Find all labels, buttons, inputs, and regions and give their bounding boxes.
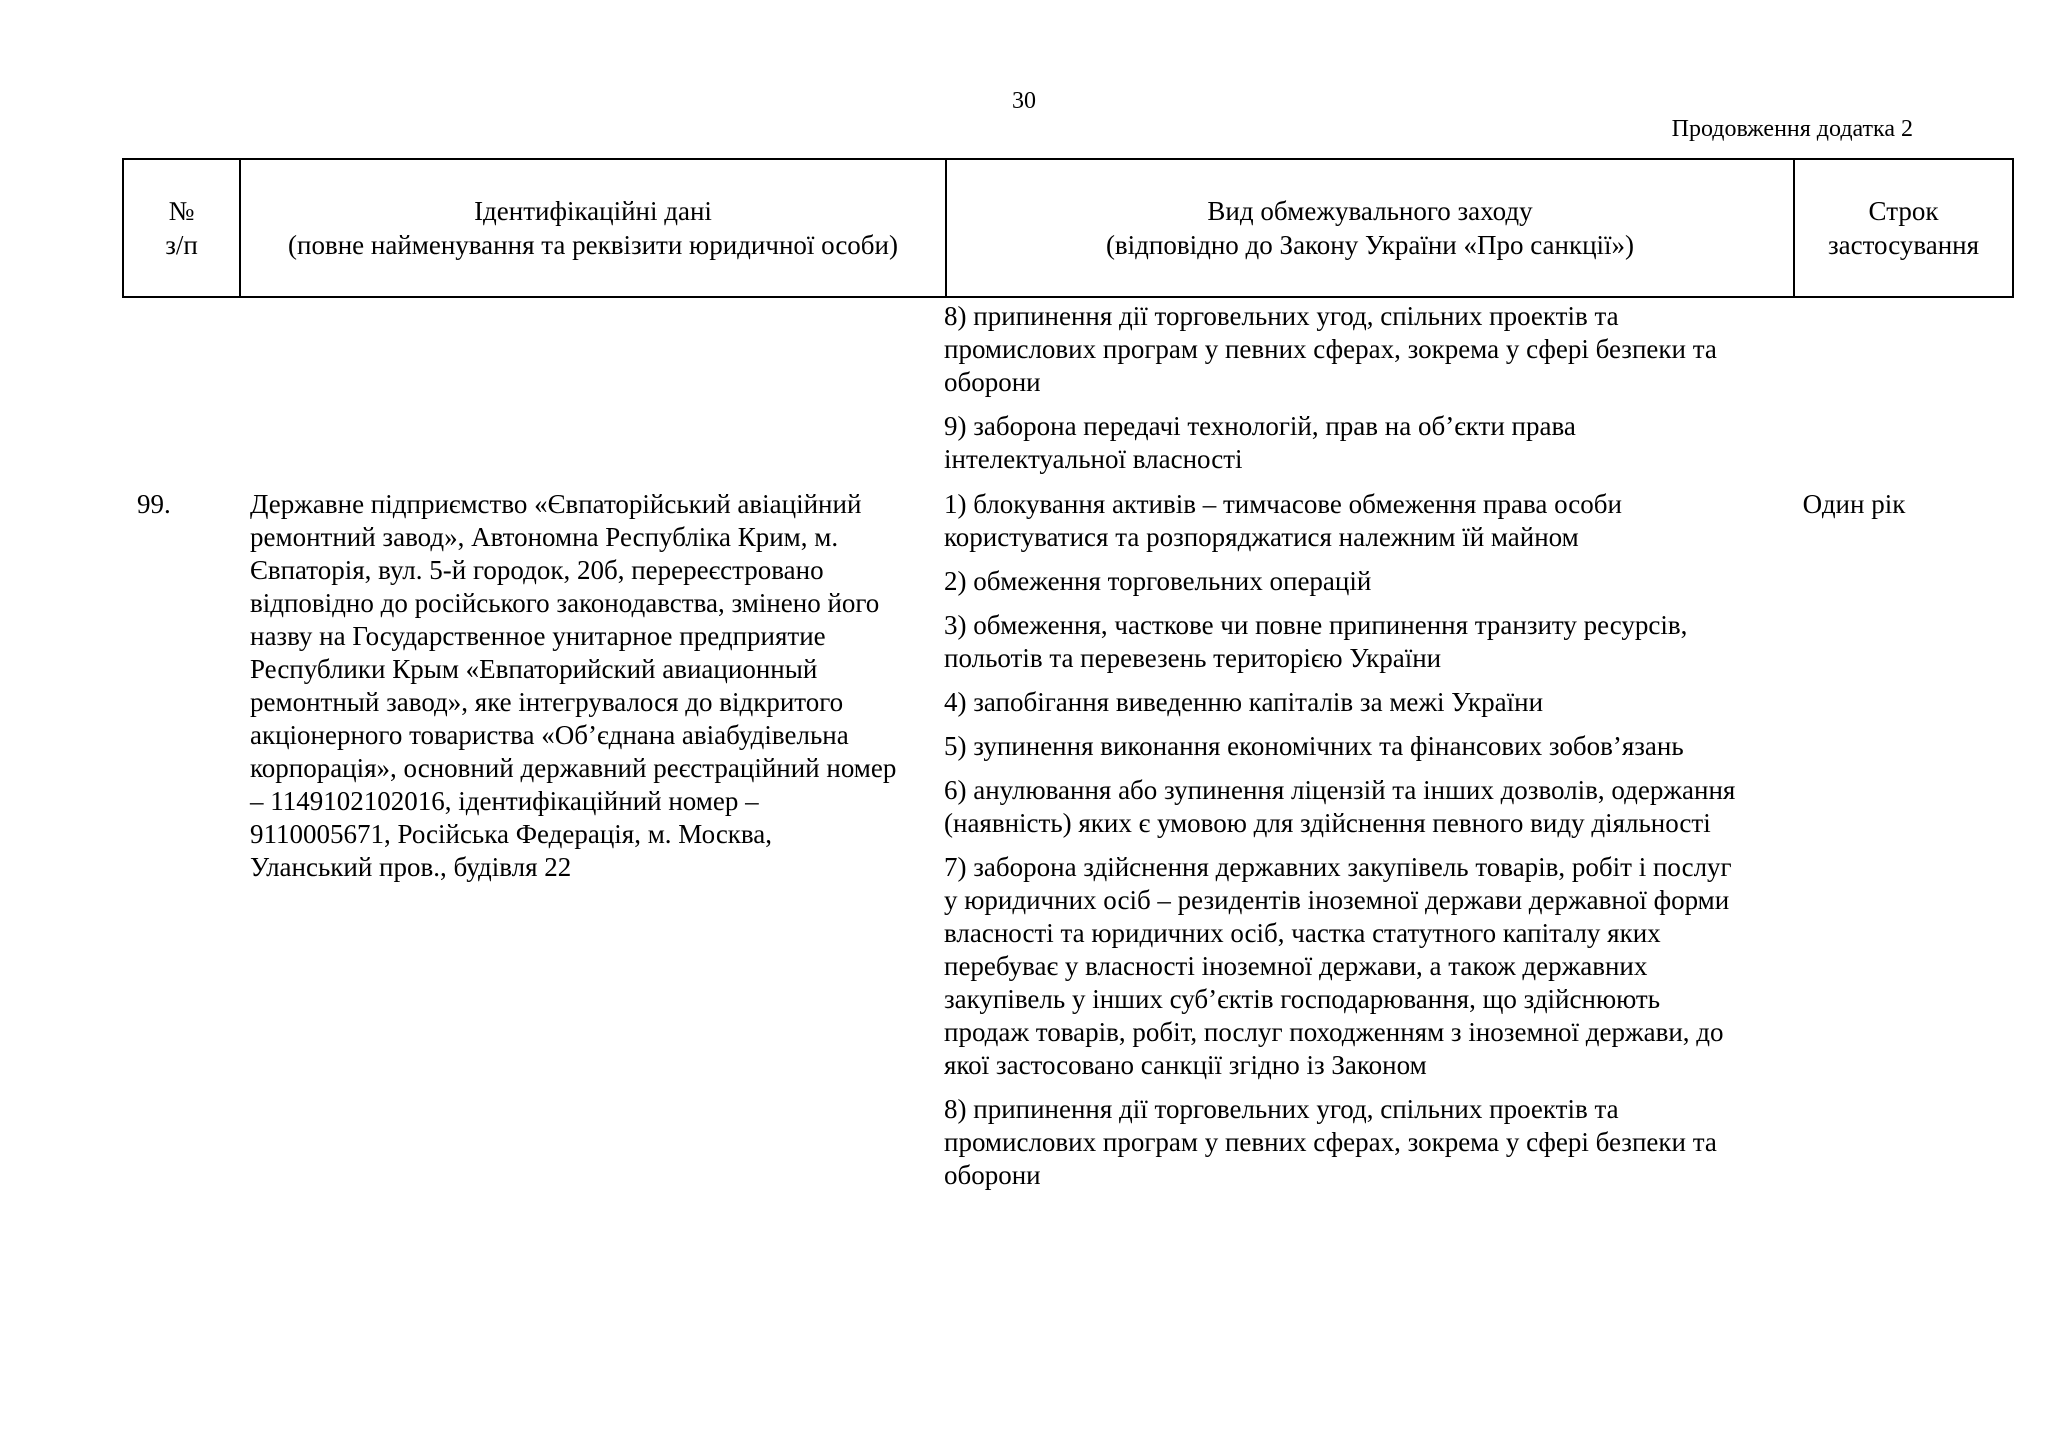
header-col-measure-line1: Вид обмежувального заходу [1207, 196, 1533, 226]
continuation-label: Продовження додатка 2 [1671, 116, 1913, 142]
header-col-measure-line2: (відповідно до Закону України «Про санкції») [1105, 230, 1635, 260]
measure-item: 1) блокування активів – тимчасове обмеження права особи користуватися та розпоряджатися належним їй майном [944, 489, 1622, 552]
header-col-term-line1: Строк [1868, 196, 1939, 226]
header-col-number-line1: № [168, 196, 195, 226]
measure-item: 6) анулювання або зупинення ліцензій та інших дозволів, одержання (наявність) яких є умовою для здійснення певного виду діяльності [944, 775, 1736, 838]
measure-item: 7) заборона здійснення державних закупівель товарів, робіт і послуг у юридичних осіб – резидентів іноземної держави державної форми власності та юридичних осіб, частка статутного капіталу яких перебуває у власності іноземної держави, а також державних закупівель у інших суб’єктів господарювання, що здійснюють продаж товарів, робіт, послуг походженням з іноземної держави, до якої застосовано санкції згідно із Законом [944, 852, 1732, 1080]
measure-item: 4) запобігання виведенню капіталів за межі України [944, 687, 1544, 717]
term-of-application: Один рік [1802, 489, 1906, 519]
header-col-term-line2: застосування [1827, 230, 1980, 260]
continued-measure-item: 8) припинення дії торговельних угод, спільних проектів та промислових програм у певних сферах, зокрема у сфері безпеки та оборони [944, 301, 1717, 397]
measure-item: 8) припинення дії торговельних угод, спільних проектів та промислових програм у певних сферах, зокрема у сфері безпеки та оборони [944, 1094, 1717, 1190]
measure-item: 2) обмеження торговельних операцій [944, 566, 1372, 596]
header-col-number-line2: з/п [165, 230, 198, 260]
measure-item: 5) зупинення виконання економічних та фінансових зобов’язань [944, 731, 1684, 761]
table-header [122, 158, 2014, 298]
header-col-identification [240, 159, 946, 297]
row-number: 99. [137, 489, 171, 519]
continued-measures-list [944, 300, 1744, 487]
header-col-number [123, 159, 240, 297]
entity-identification: Державне підприємство «Євпаторійський авіаційний ремонтний завод», Автономна Республіка Крим, м. Євпаторія, вул. 5-й городок, 20б, перереєстровано відповідно до російського законодавства, змінено його назву на Государственное унитарное предприятие Республики Крым «Евпаторийский авиационный ремонтный завод», яке інтегрувалося до відкритого акціонерного товариства «Об’єднана авіабудівельна корпорація», основний державний реєстраційний номер – 1149102102016, ідентифікаційний номер – 9110005671, Російська Федерація, м. Москва, Уланський пров., будівля 22 [250, 489, 897, 882]
continued-measure-item: 9) заборона передачі технологій, прав на об’єкти права інтелектуальної власності [944, 411, 1576, 474]
page-number: 30 [1012, 88, 1036, 114]
measure-item: 3) обмеження, часткове чи повне припинення транзиту ресурсів, польотів та перевезень територією України [944, 610, 1688, 673]
header-col-id-line1: Ідентифікаційні дані [474, 196, 712, 226]
header-col-measure [946, 159, 1794, 297]
header-col-id-line2: (повне найменування та реквізити юридичної особи) [288, 230, 898, 260]
header-col-term [1794, 159, 2013, 297]
row-measures-list [944, 488, 1744, 1203]
